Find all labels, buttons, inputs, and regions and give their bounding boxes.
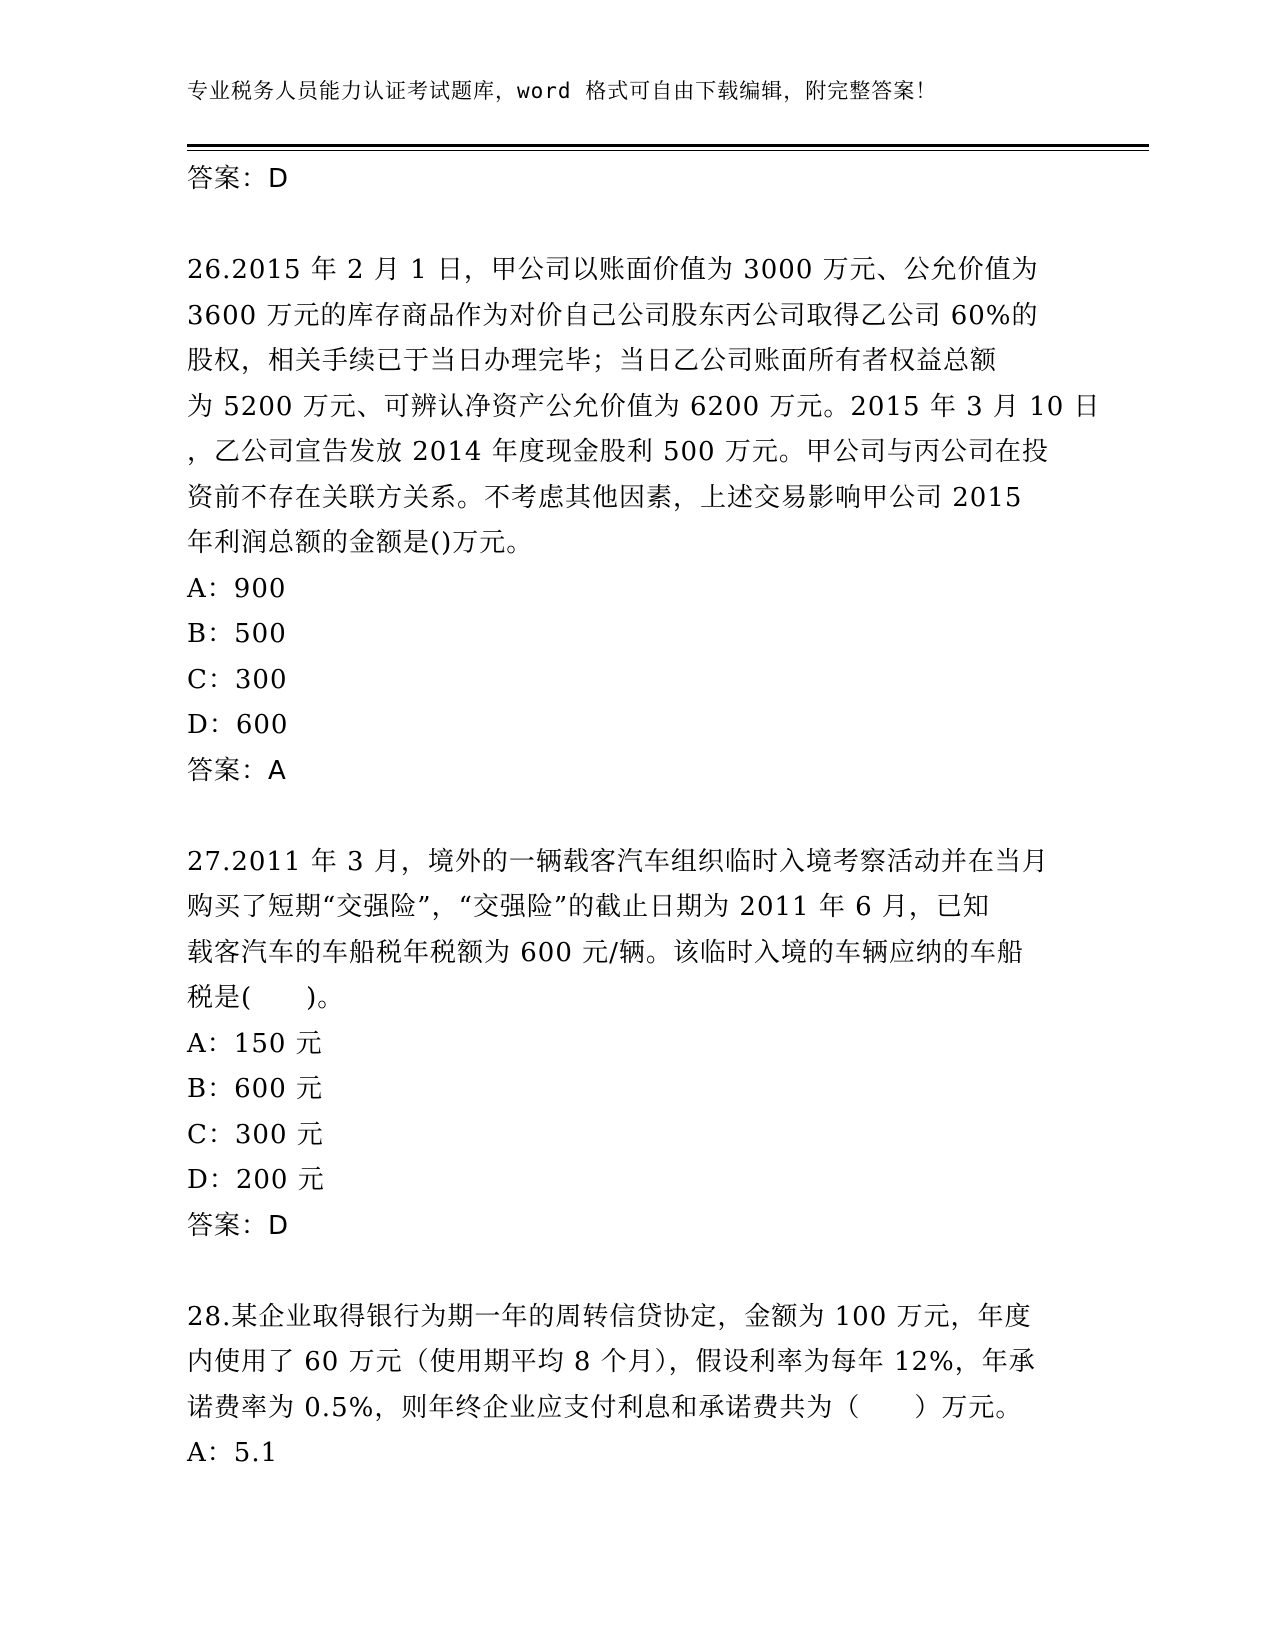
answer: 答案：D — [187, 1210, 290, 1241]
previous-answer: 答案：D — [187, 164, 290, 194]
question-line: 购买了短期“交强险”，“交强险”的截止日期为 2011 年 6 月，已知 — [187, 892, 990, 922]
question-28 — [187, 1295, 1087, 1477]
question-line: 股权，相关手续已于当日办理完毕；当日乙公司账面所有者权益总额 — [187, 346, 998, 376]
question-26 — [187, 248, 1101, 794]
question-27 — [187, 840, 1087, 1250]
option-b: B：600 元 — [187, 1074, 323, 1104]
spacer — [187, 203, 1087, 249]
page-header: 专业税务人员能力认证考试题库，word 格式可自由下载编辑，附完整答案！ — [187, 79, 938, 103]
spacer — [187, 1249, 1087, 1295]
question-line: 资前不存在关联方关系。不考虑其他因素，上述交易影响甲公司 2015 — [187, 482, 1023, 513]
answer: 答案：A — [187, 755, 287, 786]
question-line: 26.2015 年 2 月 1 日，甲公司以账面价值为 3000 万元、公允价值为 — [187, 255, 1039, 285]
header-rule-thick — [187, 144, 1149, 147]
question-line: 28.某企业取得银行为期一年的周转信贷协定，金额为 100 万元，年度 — [187, 1301, 1032, 1332]
option-a: A：150 元 — [187, 1028, 323, 1059]
option-d: D：600 — [187, 710, 289, 740]
question-line: 年利润总额的金额是()万元。 — [187, 528, 534, 558]
option-b: B：500 — [187, 619, 287, 649]
header-rule-thin — [187, 150, 1149, 151]
question-line: 内使用了 60 万元（使用期平均 8 个月），假设利率为每年 12%，年承 — [187, 1347, 1036, 1377]
question-line: ，乙公司宣告发放 2014 年度现金股利 500 万元。甲公司与丙公司在投 — [187, 437, 1049, 467]
question-line: 税是( )。 — [187, 983, 345, 1013]
question-line: 诺费率为 0.5%，则年终企业应支付利息和承诺费共为（ ）万元。 — [187, 1392, 1023, 1423]
document-body — [187, 157, 1101, 1477]
spacer — [187, 794, 1087, 840]
question-line: 载客汽车的车船税年税额为 600 元/辆。该临时入境的车辆应纳的车船 — [187, 937, 1024, 968]
question-line: 27.2011 年 3 月，境外的一辆载客汽车组织临时入境考察活动并在当月 — [187, 846, 1049, 877]
option-c: C：300 元 — [187, 1119, 324, 1150]
option-a: A：900 — [187, 573, 287, 604]
question-line: 3600 万元的库存商品作为对价自己公司股东丙公司取得乙公司 60%的 — [187, 300, 1039, 331]
option-a: A：5.1 — [187, 1438, 279, 1468]
option-c: C：300 — [187, 664, 288, 695]
option-d: D：200 元 — [187, 1165, 325, 1195]
question-line: 为 5200 万元、可辨认净资产公允价值为 6200 万元。2015 年 3 月 10 日 — [187, 391, 1101, 422]
